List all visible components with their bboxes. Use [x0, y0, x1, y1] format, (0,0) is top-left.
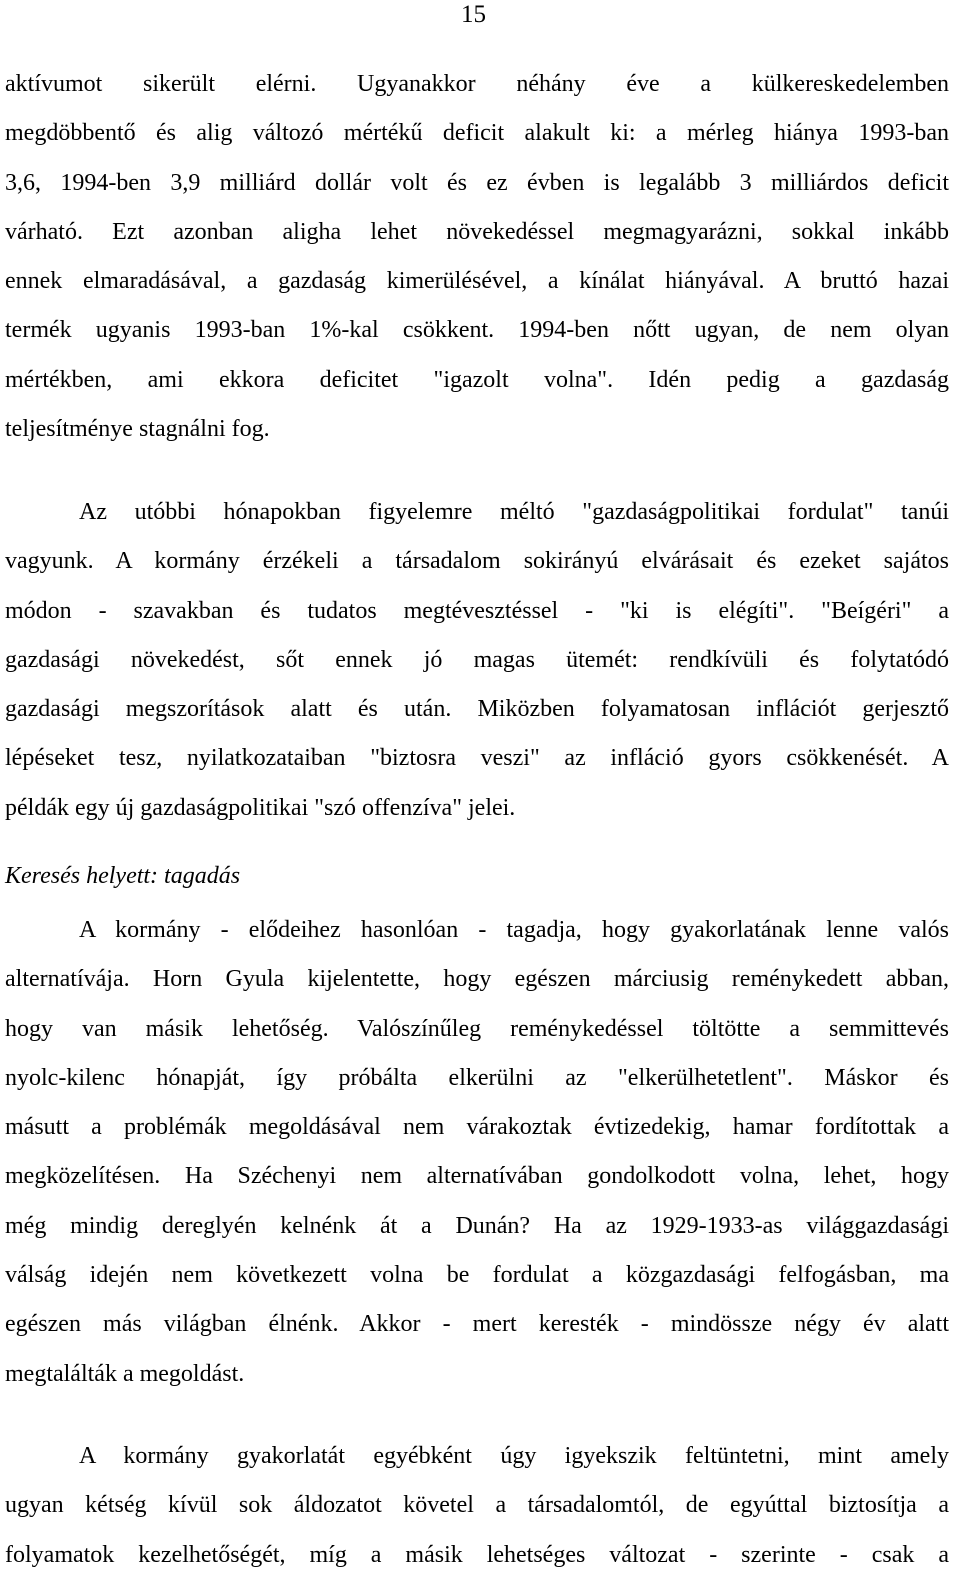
- paragraph-line: 3,6, 1994-ben 3,9 milliárd dollár volt és ez évben is legalább 3 milliárdos deficit: [5, 169, 949, 196]
- paragraph-line: egészen más világban élnénk. Akkor - mert keresték - mindössze négy év alatt: [5, 1311, 949, 1338]
- paragraph-line: vagyunk. A kormány érzékeli a társadalom sokirányú elvárásait és ezeket sajátos: [5, 548, 949, 575]
- paragraph-line: megtalálták a megoldást.: [5, 1360, 245, 1387]
- paragraph-line: megközelítésen. Ha Széchenyi nem alternatívában gondolkodott volna, lehet, hogy: [5, 1163, 949, 1190]
- paragraph-line: megdöbbentő és alig változó mértékű deficit alakult ki: a mérleg hiánya 1993-ban: [5, 120, 949, 147]
- paragraph-4: [5, 1432, 949, 1580]
- paragraph-line: lépéseket tesz, nyilatkozataiban "biztosra veszi" az infláció gyors csökkenését. A: [5, 745, 949, 772]
- paragraph-line: teljesítménye stagnálni fog.: [5, 416, 270, 443]
- paragraph-2: [5, 488, 949, 833]
- paragraph-line: A kormány gyakorlatát egyébként úgy igyekszik feltüntetni, mint amely: [79, 1443, 949, 1469]
- paragraph-line: még mindig dereglyén kelnénk át a Dunán? Ha az 1929-1933-as világgazdasági: [5, 1212, 949, 1239]
- paragraph-line: termék ugyanis 1993-ban 1%-kal csökkent. 1994-ben nőtt ugyan, de nem olyan: [5, 317, 949, 344]
- paragraph-line: gazdasági növekedést, sőt ennek jó magas ütemét: rendkívüli és folytatódó: [5, 646, 949, 673]
- paragraph-line: gazdasági megszorítások alatt és után. Miközben folyamatosan inflációt gerjesztő: [5, 696, 949, 723]
- paragraph-line: válság idején nem következett volna be fordulat a közgazdasági felfogásban, ma: [5, 1262, 949, 1289]
- paragraph-line: A kormány - elődeihez hasonlóan - tagadja, hogy gyakorlatának lenne valós: [79, 917, 949, 943]
- paragraph-line: várható. Ezt azonban aligha lehet növekedéssel megmagyarázni, sokkal inkább: [5, 218, 949, 245]
- paragraph-line: ugyan kétség kívül sok áldozatot követel a társadalomtól, de egyúttal biztosítja a: [5, 1492, 949, 1519]
- paragraph-3: [5, 906, 949, 1399]
- page-number: 15: [461, 1, 486, 28]
- paragraph-line: hogy van másik lehetőség. Valószínűleg reménykedéssel töltötte a semmittevés: [5, 1015, 949, 1042]
- paragraph-1: [5, 60, 949, 454]
- paragraph-line: Az utóbbi hónapokban figyelemre méltó "gazdaságpolitikai fordulat" tanúi: [79, 499, 949, 525]
- paragraph-line: példák egy új gazdaságpolitikai "szó offenzíva" jelei.: [5, 794, 516, 821]
- paragraph-line: mértékben, ami ekkora deficitet "igazolt volna". Idén pedig a gazdaság: [5, 366, 949, 393]
- paragraph-line: folyamatok kezelhetőségét, míg a másik lehetséges változat - szerinte - csak a: [5, 1541, 949, 1568]
- paragraph-line: nyolc-kilenc hónapját, így próbálta elkerülni az "elkerülhetetlent". Máskor és: [5, 1064, 949, 1091]
- paragraph-line: aktívumot sikerült elérni. Ugyanakkor néhány éve a külkereskedelemben: [5, 71, 949, 97]
- paragraph-line: másutt a problémák megoldásával nem várakoztak évtizedekig, hamar fordítottak a: [5, 1114, 949, 1141]
- paragraph-line: ennek elmaradásával, a gazdaság kimerülésével, a kínálat hiányával. A bruttó hazai: [5, 268, 949, 295]
- paragraph-line: módon - szavakban és tudatos megtévesztéssel - "ki is elégíti". "Beígéri" a: [5, 597, 949, 624]
- section-heading: Keresés helyett: tagadás: [5, 863, 241, 889]
- paragraph-line: alternatívája. Horn Gyula kijelentette, hogy egészen márciusig reménykedett abban,: [5, 966, 949, 993]
